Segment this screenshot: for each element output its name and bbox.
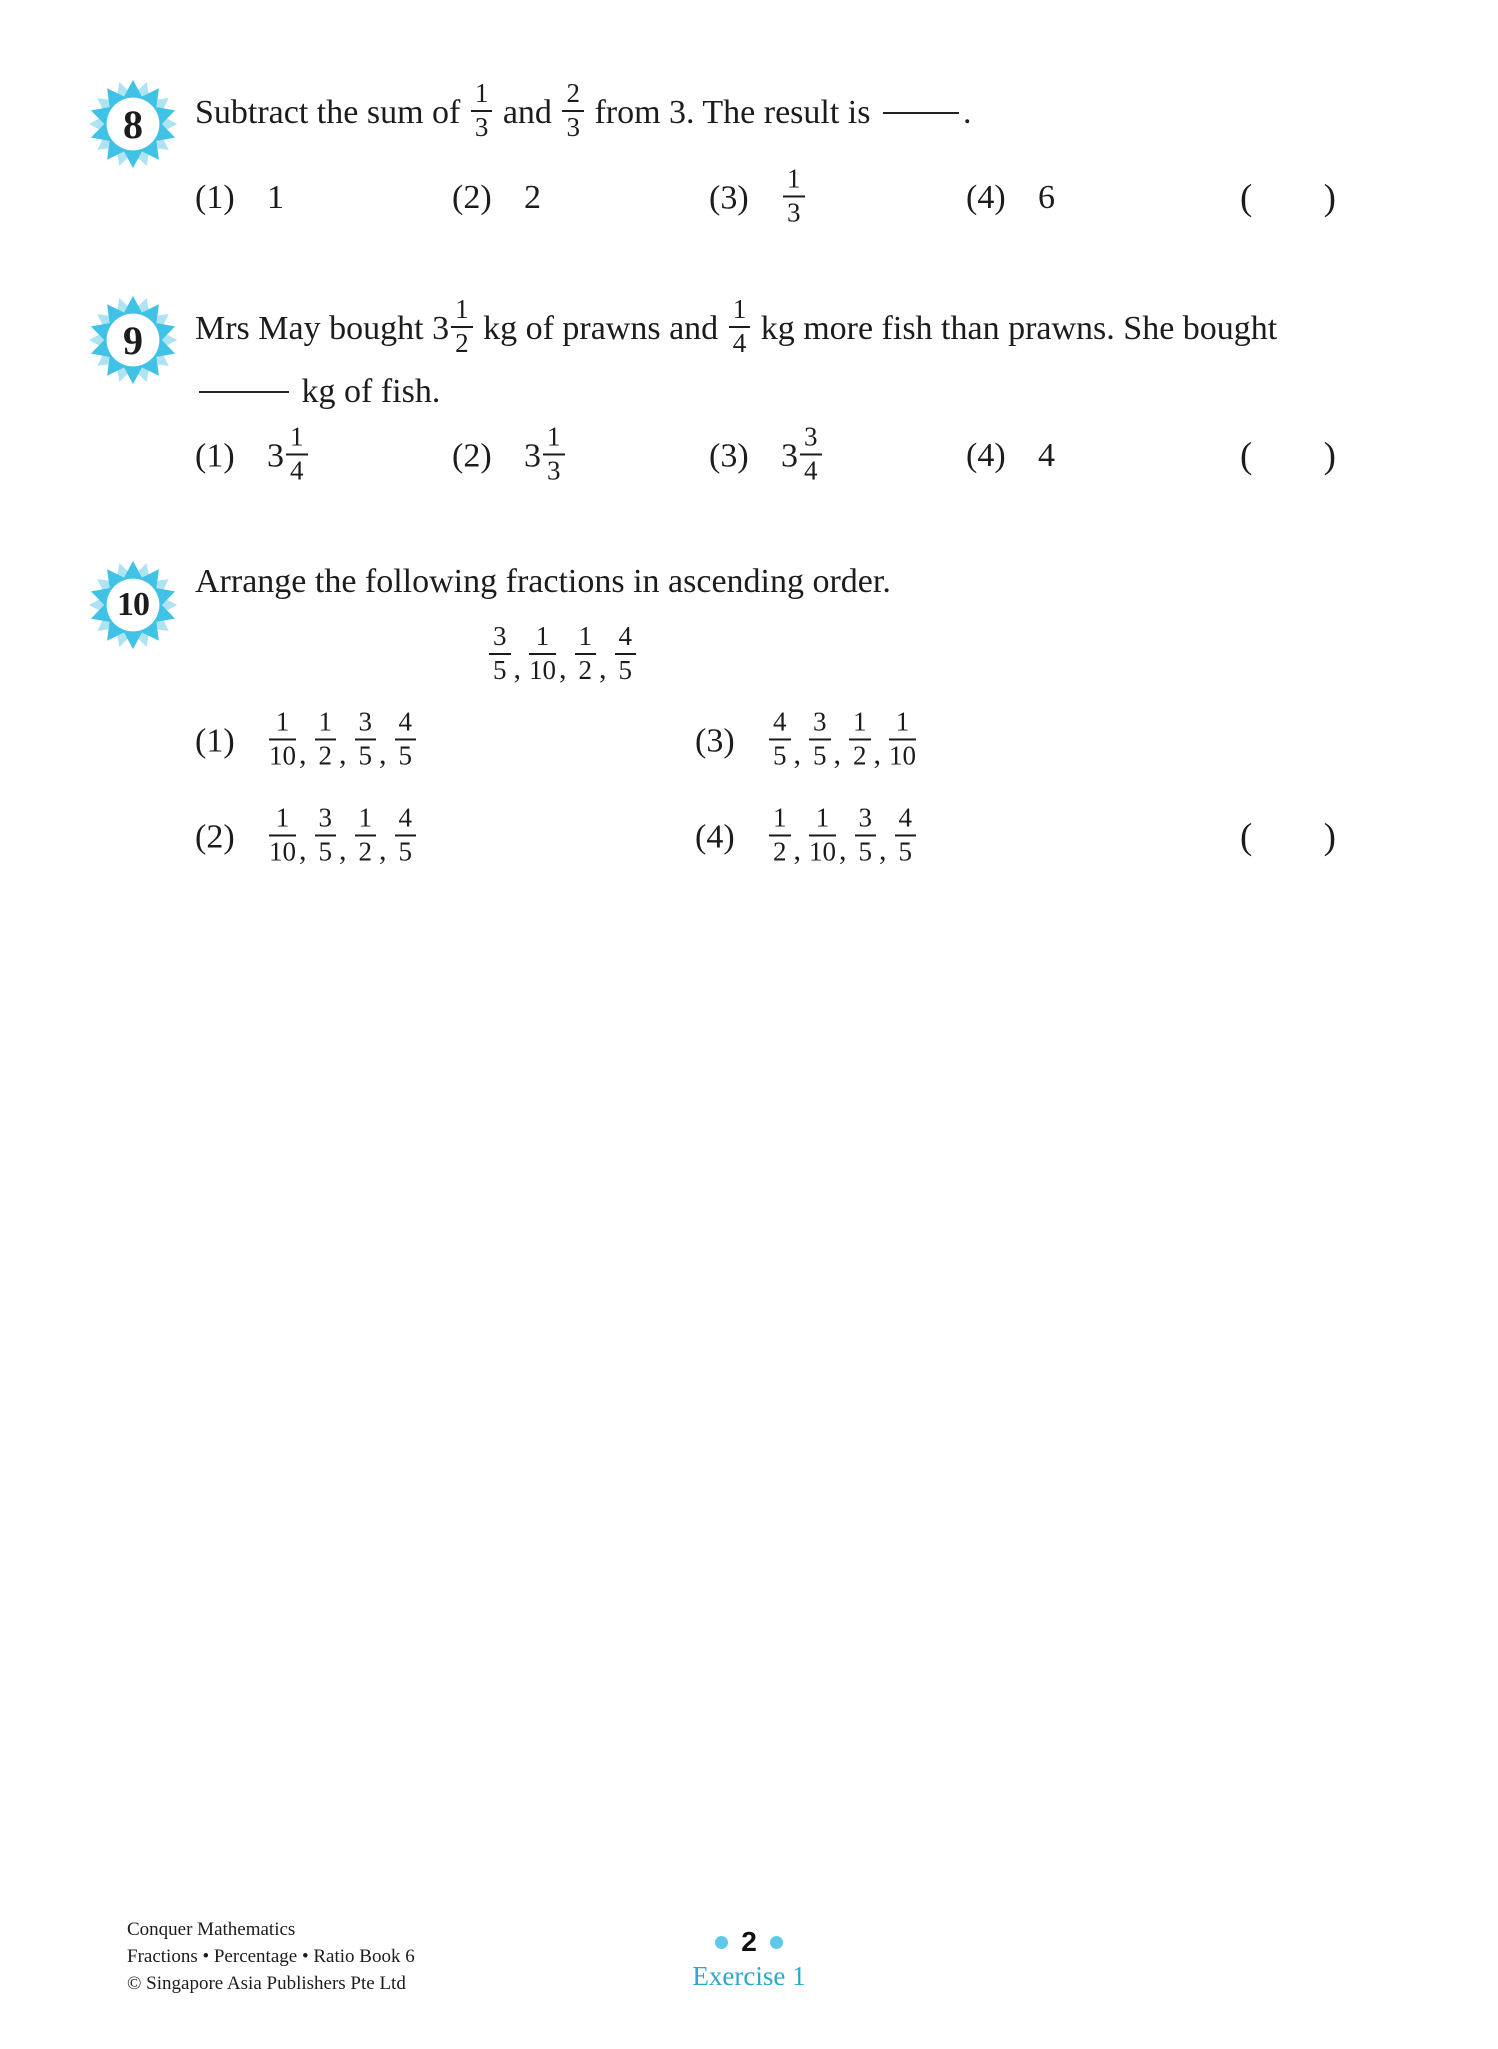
option-value	[1038, 437, 1055, 475]
denominator: 10	[809, 836, 836, 866]
denominator: 5	[398, 740, 412, 770]
whole-number: 3	[267, 437, 284, 474]
comma-separator: ,	[559, 652, 567, 685]
denominator: 5	[773, 740, 787, 770]
options-row-1	[195, 701, 1448, 781]
question-prompt-line2	[195, 372, 1448, 412]
fraction	[889, 708, 916, 769]
question-prompt	[195, 70, 1448, 156]
question-content	[195, 551, 1448, 877]
numerator: 4	[395, 804, 417, 836]
denominator: 10	[269, 836, 296, 866]
whole-number: 3	[524, 437, 541, 474]
fraction	[355, 804, 377, 865]
option-label: (1)	[195, 179, 235, 216]
text-run: kg of fish.	[293, 373, 441, 410]
option-value	[267, 421, 310, 486]
fraction	[315, 708, 337, 769]
whole-number: 3	[432, 309, 450, 347]
exercise-label: Exercise 1	[692, 1961, 806, 1991]
question-8	[85, 70, 1448, 240]
option-2	[195, 802, 418, 867]
fraction	[543, 423, 565, 484]
fraction	[489, 623, 511, 684]
denominator: 4	[732, 328, 747, 358]
numerator: 1	[269, 804, 296, 836]
option-label: (2)	[195, 818, 235, 855]
text-run: Mrs May bought	[195, 309, 433, 347]
fraction	[286, 423, 308, 484]
denominator: 3	[566, 112, 580, 142]
option-value	[524, 179, 541, 217]
imprint-line-2: Fractions • Percentage • Ratio Book 6	[127, 1946, 415, 1967]
options-row	[195, 156, 1448, 240]
option-label: (1)	[195, 437, 235, 474]
numerator: 1	[575, 623, 597, 655]
fraction	[769, 804, 791, 865]
denominator: 3	[474, 112, 489, 142]
fraction	[315, 804, 337, 865]
numerator: 1	[529, 623, 556, 655]
option-value	[767, 706, 918, 771]
answer-parentheses	[1240, 816, 1336, 859]
mixed-number	[781, 421, 824, 486]
text-run: 2	[524, 179, 541, 216]
numerator: 4	[395, 708, 417, 740]
options-row	[195, 414, 1448, 498]
text-run: 4	[1038, 437, 1055, 474]
option-1	[195, 706, 418, 771]
option-1	[195, 179, 284, 217]
fraction	[783, 165, 805, 226]
option-label: (4)	[966, 179, 1006, 216]
answer-parentheses	[1240, 177, 1336, 220]
question-prompt	[195, 286, 1448, 372]
option-label: (4)	[966, 437, 1006, 474]
question-10	[85, 551, 1448, 877]
numerator: 1	[729, 296, 751, 328]
answer-parentheses	[1240, 435, 1336, 478]
fraction	[355, 708, 377, 769]
fraction	[562, 80, 584, 141]
fraction	[575, 623, 597, 684]
denominator: 3	[787, 197, 801, 227]
comma-separator: ,	[793, 833, 801, 866]
footer-center	[0, 1926, 1498, 1992]
question-content	[195, 286, 1448, 498]
option-label: (3)	[709, 437, 749, 474]
numerator: 1	[543, 423, 565, 455]
denominator: 5	[358, 740, 372, 770]
fraction	[895, 804, 917, 865]
denominator: 2	[578, 655, 592, 685]
fraction	[855, 804, 877, 865]
comma-separator: ,	[339, 737, 347, 770]
paren-open: (	[1240, 177, 1253, 219]
comma-separator: ,	[833, 737, 841, 770]
question-number-badge	[85, 76, 181, 172]
question-number: 8	[123, 101, 143, 147]
text-run: 1	[267, 179, 284, 216]
fraction	[529, 623, 556, 684]
option-label: (4)	[695, 818, 735, 855]
numerator: 3	[855, 804, 877, 836]
imprint-line-1: Conquer Mathematics	[127, 1919, 296, 1940]
text-run: Subtract the sum of	[195, 93, 469, 131]
option-value	[267, 802, 418, 867]
numerator: 1	[471, 80, 493, 112]
denominator: 5	[858, 836, 872, 866]
option-label: (3)	[695, 722, 735, 759]
paren-close: )	[1323, 177, 1336, 219]
comma-separator: ,	[379, 833, 387, 866]
mixed-number	[267, 421, 310, 486]
given-fractions-line	[195, 613, 1448, 699]
option-value	[781, 163, 807, 228]
numerator: 1	[783, 165, 805, 197]
numerator: 3	[809, 708, 831, 740]
comma-separator: ,	[793, 737, 801, 770]
option-2	[452, 179, 541, 217]
numerator: 2	[562, 80, 584, 112]
option-3	[709, 421, 824, 486]
imprint-line-3: © Singapore Asia Publishers Pte Ltd	[127, 1973, 406, 1994]
fraction	[769, 708, 791, 769]
numerator: 1	[451, 296, 473, 328]
text-run: Arrange the following fractions in ascending order.	[195, 562, 891, 600]
denominator: 4	[804, 455, 818, 485]
whole-number: 3	[781, 437, 798, 474]
fraction	[395, 708, 417, 769]
numerator: 1	[889, 708, 916, 740]
denominator: 2	[853, 740, 867, 770]
fraction	[269, 804, 296, 865]
question-number-badge	[85, 557, 181, 653]
answer-blank	[199, 391, 289, 393]
paren-close: )	[1323, 435, 1336, 477]
text-run: and	[494, 93, 561, 131]
option-1	[195, 421, 310, 486]
option-label: (2)	[452, 437, 492, 474]
option-4	[966, 179, 1055, 217]
comma-separator: ,	[299, 737, 307, 770]
option-4	[695, 802, 918, 867]
mixed-number	[524, 421, 567, 486]
option-value	[1038, 179, 1055, 217]
answer-blank	[883, 112, 959, 114]
denominator: 2	[773, 836, 787, 866]
fraction	[809, 804, 836, 865]
denominator: 5	[493, 655, 507, 685]
question-9	[85, 286, 1448, 498]
numerator: 1	[849, 708, 871, 740]
option-value	[767, 802, 918, 867]
numerator: 1	[315, 708, 337, 740]
option-value	[781, 421, 824, 486]
denominator: 5	[318, 836, 332, 866]
option-label: (3)	[709, 179, 749, 216]
denominator: 2	[358, 836, 372, 866]
question-number: 9	[123, 317, 143, 363]
denominator: 10	[269, 740, 296, 770]
denominator: 5	[898, 836, 912, 866]
numerator: 1	[769, 804, 791, 836]
option-3	[695, 706, 918, 771]
denominator: 5	[618, 655, 632, 685]
page-number: 2	[741, 1926, 757, 1957]
numerator: 1	[809, 804, 836, 836]
numerator: 3	[489, 623, 511, 655]
denominator: 5	[813, 740, 827, 770]
denominator: 2	[318, 740, 332, 770]
comma-separator: ,	[513, 652, 521, 685]
option-2	[452, 421, 567, 486]
option-3	[709, 163, 807, 228]
comma-separator: ,	[299, 833, 307, 866]
fraction	[471, 80, 493, 141]
denominator: 2	[455, 328, 469, 358]
numerator: 3	[800, 423, 822, 455]
text-run: .	[963, 93, 972, 131]
denominator: 5	[398, 836, 412, 866]
numerator: 1	[286, 423, 308, 455]
comma-separator: ,	[879, 833, 887, 866]
option-label: (2)	[452, 179, 492, 216]
paren-open: (	[1240, 816, 1253, 858]
numerator: 1	[355, 804, 377, 836]
question-number-badge	[85, 292, 181, 388]
question-prompt	[195, 551, 1448, 613]
numerator: 4	[615, 623, 637, 655]
question-content	[195, 70, 1448, 240]
text-run: kg of prawns and	[474, 309, 727, 347]
option-value	[267, 706, 418, 771]
paren-open: (	[1240, 435, 1253, 477]
question-number: 10	[117, 586, 149, 623]
comma-separator: ,	[599, 652, 607, 685]
fraction	[849, 708, 871, 769]
text-run: 6	[1038, 179, 1055, 216]
denominator: 10	[889, 740, 916, 770]
mixed-number	[432, 294, 475, 359]
page-dot-icon	[715, 1936, 728, 1949]
text-run: kg more fish than prawns. She bought	[752, 309, 1278, 347]
comma-separator: ,	[839, 833, 847, 866]
comma-separator: ,	[339, 833, 347, 866]
denominator: 3	[547, 455, 561, 485]
fraction	[395, 804, 417, 865]
numerator: 1	[269, 708, 296, 740]
fraction	[451, 296, 473, 357]
comma-separator: ,	[873, 737, 881, 770]
option-value	[524, 421, 567, 486]
page-dot-icon	[770, 1936, 783, 1949]
fraction	[800, 423, 822, 484]
numerator: 4	[895, 804, 917, 836]
denominator: 10	[529, 655, 556, 685]
comma-separator: ,	[379, 737, 387, 770]
fraction	[269, 708, 296, 769]
paren-close: )	[1323, 816, 1336, 858]
option-value	[267, 179, 284, 217]
option-label: (1)	[195, 722, 235, 759]
fraction	[729, 296, 751, 357]
numerator: 3	[355, 708, 377, 740]
fraction	[809, 708, 831, 769]
numerator: 3	[315, 804, 337, 836]
options-row-2	[195, 797, 1448, 877]
fraction	[615, 623, 637, 684]
option-4	[966, 437, 1055, 475]
text-run: from 3. The result is	[585, 93, 879, 131]
denominator: 4	[290, 455, 304, 485]
page-number-row	[0, 1926, 1498, 1958]
numerator: 4	[769, 708, 791, 740]
